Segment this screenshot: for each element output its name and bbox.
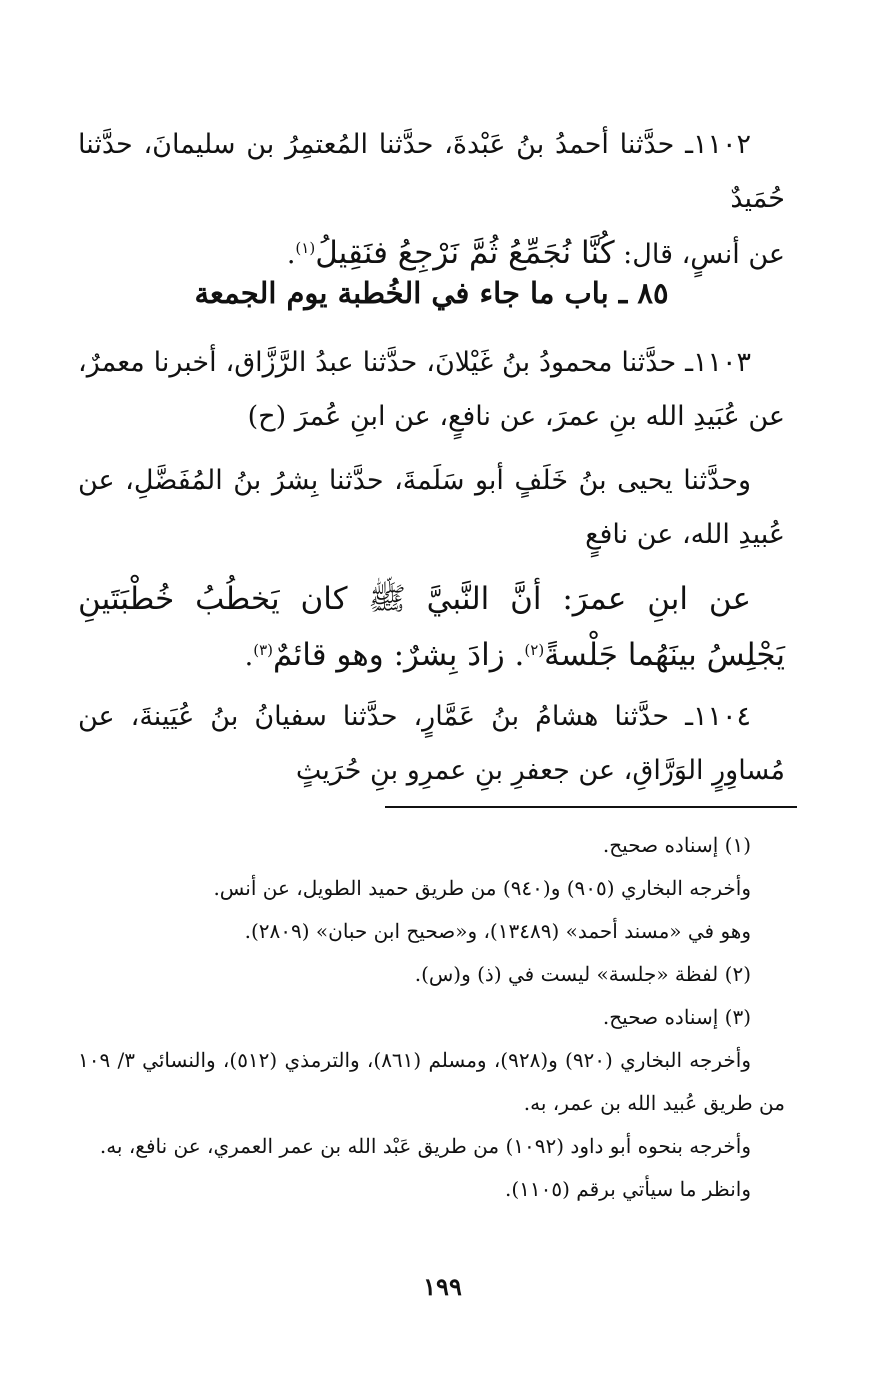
footnotes [78,824,785,1211]
footnote-line: وأخرجه بنحوه أبو داود (١٠٩٢) من طريق عَبْد الله بن عمر العمري، عن نافع، به. [99,1134,751,1158]
footnote-marker-2: (٢) [524,641,545,659]
hadith-1102-narrator: عن أنسٍ، قال: [614,239,785,270]
hadith-1103-matn [78,572,785,684]
hadith-1103-matn-text: عن ابنِ عمرَ: أنَّ النَّبيَّ ﷺ كان يَخطُبُ خُطْبَتَينِ يَجْلِسُ بينَهُما جَلْسةً [78,581,785,673]
chapter-heading: ٨٥ ـ باب ما جاء في الخُطبة يوم الجمعة [194,276,669,310]
footnote-line: (١) إسناده صحيح. [602,833,751,857]
footnote-marker-1: (١) [295,239,316,257]
hadith-1103-addition: . زادَ بِشرٌ: وهو قائمٌ [273,637,525,673]
footnote-line: وانظر ما سيأتي برقم (١١٠٥). [505,1177,751,1201]
hadith-1103-second-chain: وحدَّثنا يحيى بنُ خَلَفٍ أبو سَلَمةَ، حدَّثنا بِشرُ بنُ المُفَضَّلِ، عن عُبيدِ الله، عن نافعٍ [78,465,785,550]
footnote-line: وأخرجه البخاري (٩٢٠) و(٩٢٨)، ومسلم (٨٦١)، والترمذي (٥١٢)، والنسائي ٣/ ١٠٩ من طريق عُبيد الله بن عمر، به. [78,1048,785,1115]
footnote-line: (٣) إسناده صحيح. [602,1005,751,1029]
hadith-1102 [78,118,785,282]
footnote-marker-3: (٣) [253,641,274,659]
hadith-1103-end: . [244,641,254,672]
page-number: ١٩٩ [423,1272,462,1301]
hadith-1102-end: . [286,239,296,270]
hadith-1102-quote: كُنَّا نُجَمِّعُ ثُمَّ نَرْجِعُ فنَقِيلُ [315,235,615,271]
footnote-line: وأخرجه البخاري (٩٠٥) و(٩٤٠) من طريق حميد الطويل، عن أنس. [213,876,751,900]
footnote-separator [385,806,797,808]
footnote-line: (٢) لفظة «جلسة» ليست في (ذ) و(س). [414,962,751,986]
footnote-line: وهو في «مسند أحمد» (١٣٤٨٩)، و«صحيح ابن حبان» (٢٨٠٩). [244,919,751,943]
hadith-1102-line1: ١١٠٢ـ حدَّثنا أحمدُ بنُ عَبْدةَ، حدَّثنا المُعتمِرُ بن سليمانَ، حدَّثنا حُمَيدٌ [78,129,785,214]
hadith-1103: ١١٠٣ـ حدَّثنا محمودُ بنُ غَيْلانَ، حدَّثنا عبدُ الرَّزَّاق، أخبرنا معمرٌ، عن عُبَيدِ الله بنِ عمرَ، عن نافعٍ، عن ابنِ عُمرَ (ح) [78,347,785,432]
hadith-1104: ١١٠٤ـ حدَّثنا هشامُ بنُ عَمَّارٍ، حدَّثنا سفيانُ بنُ عُيَينةَ، عن مُساوِرٍ الوَرَّاقِ، عن جعفرِ بنِ عمرِو بنِ حُرَيثٍ [78,701,785,786]
